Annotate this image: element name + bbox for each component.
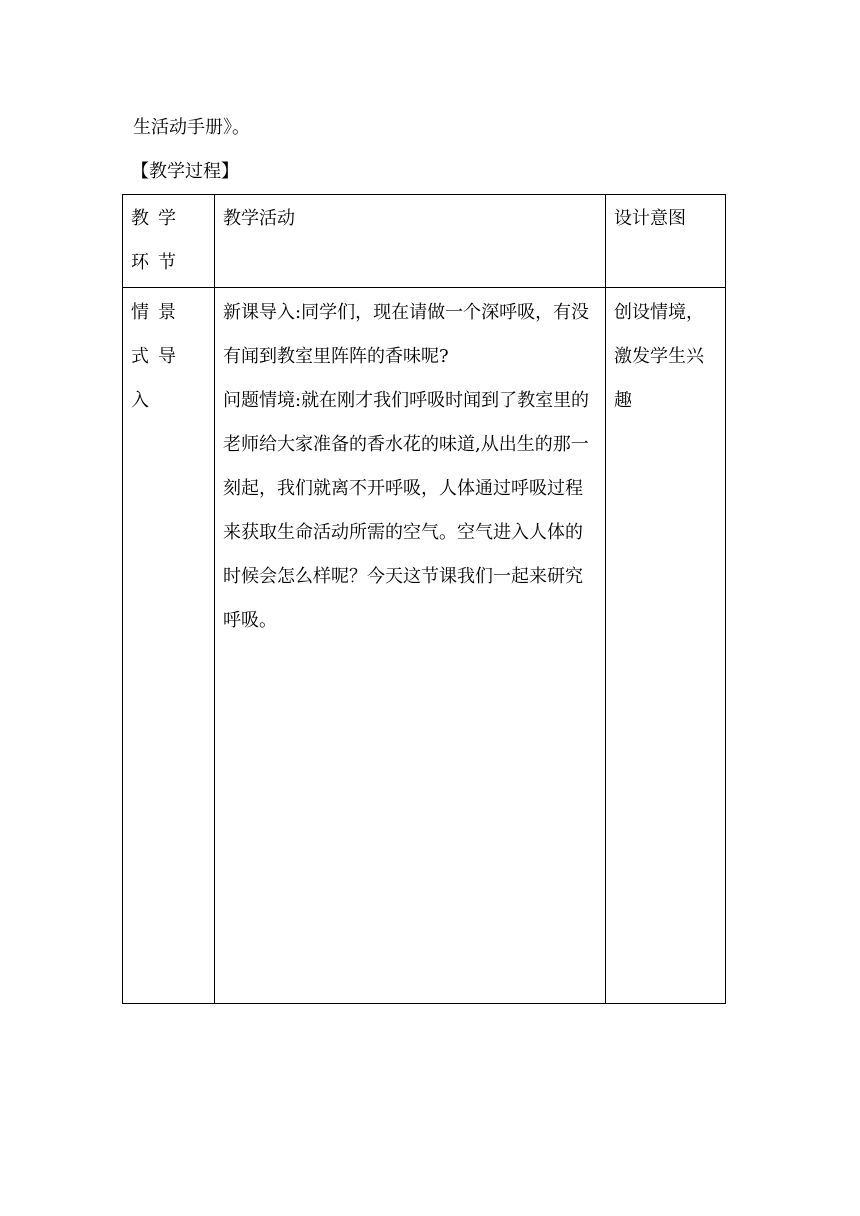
row-activity	[215, 288, 606, 1004]
activity-paragraph-question: 问题情境:就在刚才我们呼吸时闻到了教室里的老师给大家准备的香水花的味道,从出生的那一刻起，我们就离不开呼吸，人体通过呼吸过程来获取生命活动所需的空气。空气进入人体的时候会怎么样呢？今天这节课我们一起来研究呼吸。	[223, 390, 590, 631]
table-row	[123, 288, 726, 1004]
row-intent: 创设情境，激发学生兴趣	[606, 288, 726, 1004]
section-heading: 【教学过程】	[131, 161, 239, 182]
intro-line: 生活动手册》。	[133, 117, 250, 138]
header-intent: 设计意图	[606, 195, 726, 288]
activity-paragraph-intro: 新课导入:同学们，现在请做一个深呼吸，有没有闻到教室里阵阵的香味呢?	[223, 302, 590, 367]
lesson-table	[122, 194, 726, 1004]
row-stage: 情景式导入	[123, 288, 215, 1004]
header-activity: 教学活动	[215, 195, 606, 288]
header-stage: 教学环节	[123, 195, 215, 288]
table-header-row	[123, 195, 726, 288]
